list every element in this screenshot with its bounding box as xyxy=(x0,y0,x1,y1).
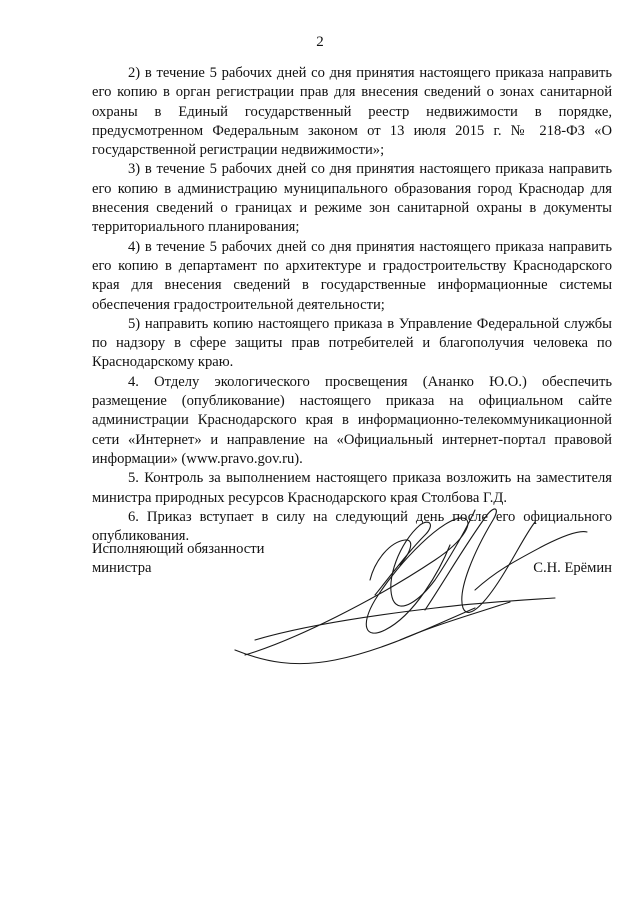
handwritten-signature xyxy=(225,490,625,690)
paragraph-item-5: 5) направить копию настоящего приказа в Управление Федеральной службы по надзору в сфере защиты прав потребителей и благополучия человека по Краснодарскому краю. xyxy=(92,315,612,371)
paragraph-item-4: 4) в течение 5 рабочих дней со дня принятия настоящего приказа направить его копию в департамент по архитектуре и градостроительству Краснодарского края для внесения сведений в государственные информационные системы обеспечения градостроительной деятельности; xyxy=(92,238,612,313)
paragraph-item-2: 2) в течение 5 рабочих дней со дня принятия настоящего приказа направить его копию в орган регистрации прав для внесения сведений о зонах санитарной охраны в Единый государственный реестр недвижимости в порядке, предусмотренном Федеральным законом от 13 июля 2015 г. № 218-ФЗ «О государственной регистрации недвижимости»; xyxy=(92,65,612,159)
signatory-name: С.Н. Ерёмин xyxy=(533,560,612,576)
signatory-title-line2: министра xyxy=(92,560,152,576)
paragraph-clause-5: 5. Контроль за выполнением настоящего приказа возложить на заместителя министра природных ресурсов Краснодарского края Столбова Г.Д. xyxy=(92,470,612,506)
signatory-title-line1: Исполняющий обязанности xyxy=(92,541,265,557)
paragraph-clause-4: 4. Отделу экологического просвещения (Ананко Ю.О.) обеспечить размещение (опубликование) настоящего приказа на официальном сайте администрации Краснодарского края в информационно-телекоммуникационной сети «Интернет» и направление на «Официальный интернет-портал правовой информации» (www.pravo.gov.ru). xyxy=(92,373,612,467)
paragraph-clause-6: 6. Приказ вступает в силу на следующий день после его официального опубликования. xyxy=(92,508,612,545)
page-number: 2 xyxy=(316,34,324,50)
paragraph-item-3: 3) в течение 5 рабочих дней со дня принятия настоящего приказа направить его копию в администрацию муниципального образования город Краснодар для внесения сведений о границах и режиме зон санитарной охраны в документы территориального планирования; xyxy=(92,161,612,236)
document-body xyxy=(92,64,612,546)
